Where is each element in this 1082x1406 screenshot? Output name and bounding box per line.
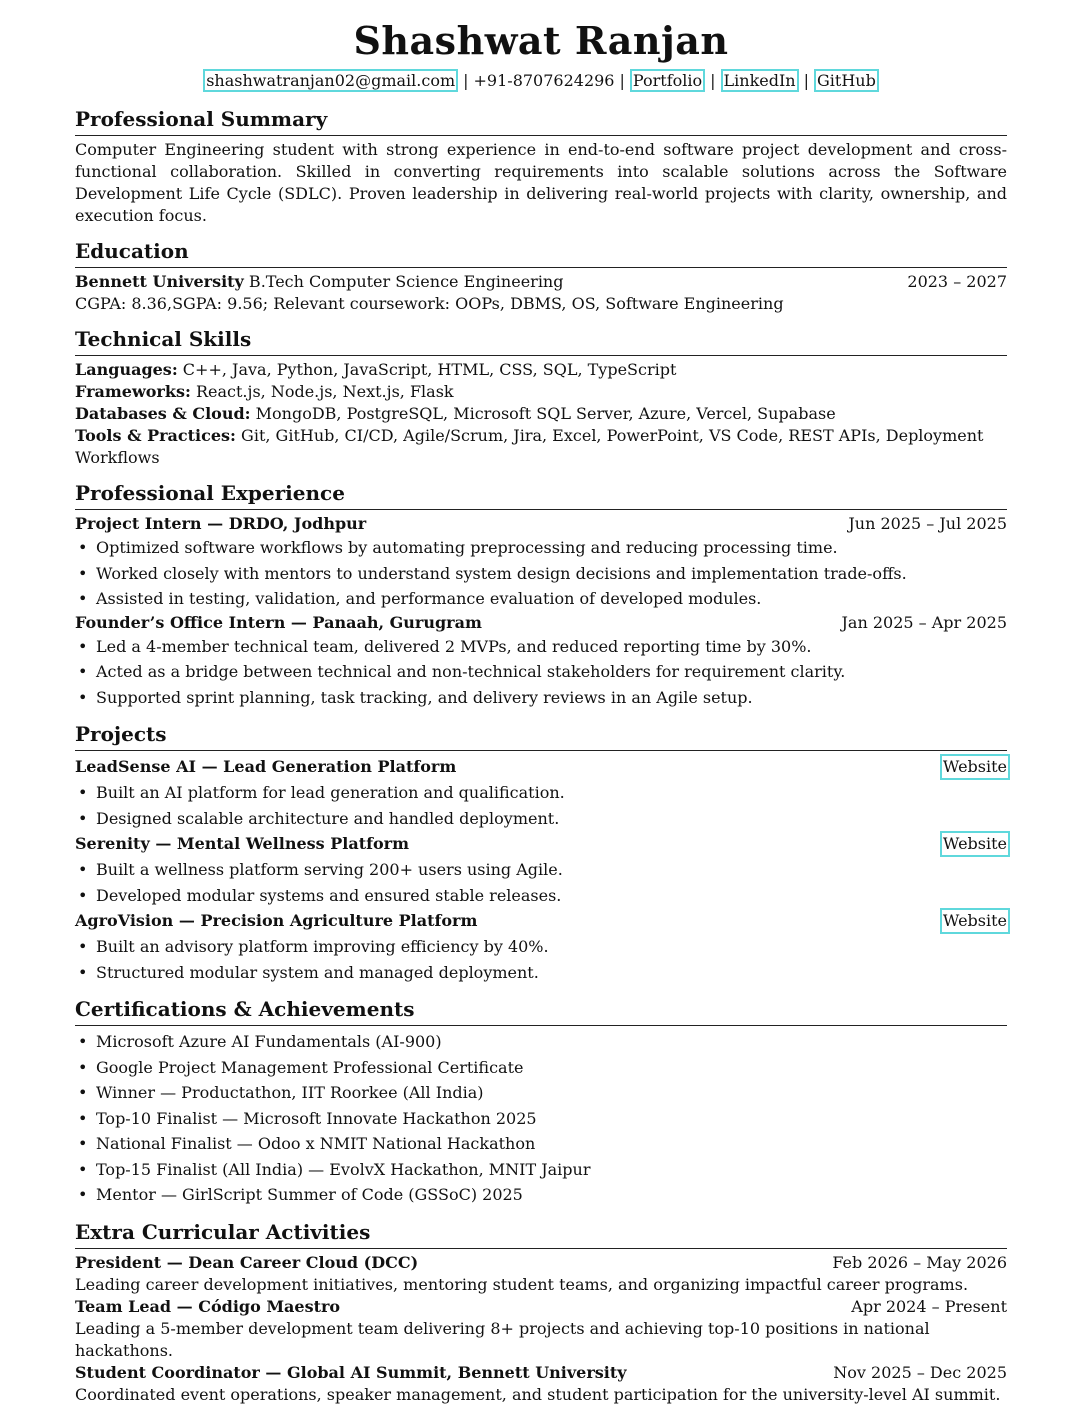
bullet-item: • Built a wellness platform serving 200+ users using Agile. bbox=[75, 857, 1007, 883]
phone-number: +91-8707624296 bbox=[473, 71, 615, 90]
job-bullets bbox=[75, 634, 1007, 711]
website-link[interactable]: Website bbox=[940, 908, 1010, 934]
bullet-item: • Assisted in testing, validation, and performance evaluation of developed modules. bbox=[75, 586, 1007, 612]
email-link[interactable]: shashwatranjan02@gmail.com bbox=[203, 69, 458, 92]
activity-desc: Coordinated event operations, speaker management, and student participation for the university-level AI summit. bbox=[75, 1384, 1001, 1404]
summary-text: Computer Engineering student with strong experience in end-to-end software project development and cross-functional collaboration. Skilled in converting requirements into scalable solutions across the Software Development Life Cycle (SDLC). Proven leadership in delivering real-world projects with clarity, ownership, and execution focus. bbox=[75, 140, 1007, 225]
activity-header bbox=[75, 1252, 1007, 1274]
job-dates: Jan 2025 – Apr 2025 bbox=[841, 612, 1007, 632]
bullet-item: • Led a 4-member technical team, delivered 2 MVPs, and reduced reporting time by 30%. bbox=[75, 634, 1007, 660]
skill-row bbox=[75, 403, 1007, 425]
activity-header bbox=[75, 1362, 1007, 1384]
section-title-skills: Technical Skills bbox=[75, 326, 1007, 356]
certification-item: • Top-10 Finalist — Microsoft Innovate Hackathon 2025 bbox=[75, 1106, 1007, 1132]
activity-dates: Nov 2025 – Dec 2025 bbox=[833, 1362, 1007, 1382]
section-title-extracurricular: Extra Curricular Activities bbox=[75, 1219, 1007, 1249]
certification-item: • Microsoft Azure AI Fundamentals (AI-900) bbox=[75, 1029, 1007, 1055]
separator: | bbox=[803, 71, 809, 90]
project-name: Serenity — Mental Wellness Platform bbox=[75, 834, 409, 853]
activity-desc: Leading career development initiatives, mentoring student teams, and organizing impactful career programs. bbox=[75, 1274, 969, 1294]
skill-value: Git, GitHub, CI/CD, Agile/Scrum, Jira, Excel, PowerPoint, VS Code, REST APIs, Deployment Workflows bbox=[75, 426, 984, 467]
activity-role: President — Dean Career Cloud (DCC) bbox=[75, 1252, 419, 1272]
job-header bbox=[75, 612, 1007, 634]
activity-dates: Feb 2026 – May 2026 bbox=[832, 1252, 1007, 1272]
bullet-item: • Supported sprint planning, task tracking, and delivery reviews in an Agile setup. bbox=[75, 685, 1007, 711]
job-header bbox=[75, 513, 1007, 535]
skill-row bbox=[75, 359, 1007, 381]
bullet-item: • Built an advisory platform improving efficiency by 40%. bbox=[75, 934, 1007, 960]
bullet-item: • Developed modular systems and ensured stable releases. bbox=[75, 883, 1007, 909]
bullet-item: • Worked closely with mentors to understand system design decisions and implementation trade-offs. bbox=[75, 561, 1007, 587]
activity-dates: Apr 2024 – Present bbox=[851, 1296, 1007, 1316]
job-role: Founder’s Office Intern — Panaah, Gurugram bbox=[75, 612, 482, 632]
education-row bbox=[75, 271, 1007, 293]
candidate-name: Shashwat Ranjan bbox=[353, 18, 729, 63]
bullet-item: • Structured modular system and managed deployment. bbox=[75, 960, 1007, 986]
section-title-experience: Professional Experience bbox=[75, 480, 1007, 510]
bullet-item: • Optimized software workflows by automating preprocessing and reducing processing time. bbox=[75, 535, 1007, 561]
job-dates: Jun 2025 – Jul 2025 bbox=[848, 514, 1007, 533]
section-title-education: Education bbox=[75, 238, 1007, 268]
bullet-item: • Built an AI platform for lead generation and qualification. bbox=[75, 780, 1007, 806]
contact-line bbox=[75, 70, 1007, 92]
bullet-item: • Acted as a bridge between technical and non-technical stakeholders for requirement clarity. bbox=[75, 659, 1007, 685]
project-name: LeadSense AI — Lead Generation Platform bbox=[75, 757, 457, 776]
project-header bbox=[75, 754, 1007, 780]
skill-label: Frameworks: bbox=[75, 382, 191, 401]
separator: | bbox=[619, 71, 625, 90]
degree: B.Tech Computer Science Engineering bbox=[243, 272, 564, 291]
section-title-projects: Projects bbox=[75, 721, 1007, 751]
skill-label: Databases & Cloud: bbox=[75, 404, 251, 423]
activity-role: Student Coordinator — Global AI Summit, Bennett University bbox=[75, 1362, 627, 1382]
certification-list bbox=[75, 1029, 1007, 1208]
education-details: CGPA: 8.36,SGPA: 9.56; Relevant coursework: OOPs, DBMS, OS, Software Engineering bbox=[75, 294, 784, 313]
website-link[interactable]: Website bbox=[940, 754, 1010, 780]
skill-label: Languages: bbox=[75, 360, 178, 379]
certification-item: • Winner — Productathon, IIT Roorkee (All India) bbox=[75, 1080, 1007, 1106]
job-bullets bbox=[75, 535, 1007, 612]
project-bullets bbox=[75, 780, 1007, 831]
separator: | bbox=[710, 71, 716, 90]
section-title-summary: Professional Summary bbox=[75, 106, 1007, 136]
skill-row bbox=[75, 381, 1007, 403]
skill-value: MongoDB, PostgreSQL, Microsoft SQL Server, Azure, Vercel, Supabase bbox=[250, 404, 836, 423]
section-title-certifications: Certifications & Achievements bbox=[75, 996, 1007, 1026]
skill-label: Tools & Practices: bbox=[75, 426, 236, 445]
certification-item: • Top-15 Finalist (All India) — EvolvX Hackathon, MNIT Jaipur bbox=[75, 1157, 1007, 1183]
activity-desc: Leading a 5-member development team delivering 8+ projects and achieving top-10 positions in national hackathons. bbox=[75, 1318, 930, 1360]
resume-page bbox=[75, 0, 1007, 1406]
skill-value: C++, Java, Python, JavaScript, HTML, CSS, SQL, TypeScript bbox=[177, 360, 677, 379]
certification-item: • Google Project Management Professional Certificate bbox=[75, 1055, 1007, 1081]
project-bullets bbox=[75, 857, 1007, 908]
github-link[interactable]: GitHub bbox=[814, 69, 879, 92]
certification-item: • National Finalist — Odoo x NMIT National Hackathon bbox=[75, 1131, 1007, 1157]
skill-value: React.js, Node.js, Next.js, Flask bbox=[190, 382, 454, 401]
bullet-item: • Designed scalable architecture and handled deployment. bbox=[75, 806, 1007, 832]
project-header bbox=[75, 908, 1007, 934]
education-dates: 2023 – 2027 bbox=[907, 272, 1007, 291]
certification-item: • Mentor — GirlScript Summer of Code (GSSoC) 2025 bbox=[75, 1182, 1007, 1208]
skill-row bbox=[75, 425, 1007, 469]
website-link[interactable]: Website bbox=[940, 831, 1010, 857]
activity-role: Team Lead — Código Maestro bbox=[75, 1296, 341, 1316]
school-name: Bennett University bbox=[75, 272, 244, 291]
linkedin-link[interactable]: LinkedIn bbox=[721, 69, 799, 92]
separator: | bbox=[463, 71, 469, 90]
portfolio-link[interactable]: Portfolio bbox=[630, 69, 705, 92]
activity-header bbox=[75, 1296, 1007, 1318]
job-role: Project Intern — DRDO, Jodhpur bbox=[75, 514, 367, 533]
project-header bbox=[75, 831, 1007, 857]
project-name: AgroVision — Precision Agriculture Platform bbox=[75, 911, 478, 930]
education-entry bbox=[75, 271, 563, 293]
project-bullets bbox=[75, 934, 1007, 985]
